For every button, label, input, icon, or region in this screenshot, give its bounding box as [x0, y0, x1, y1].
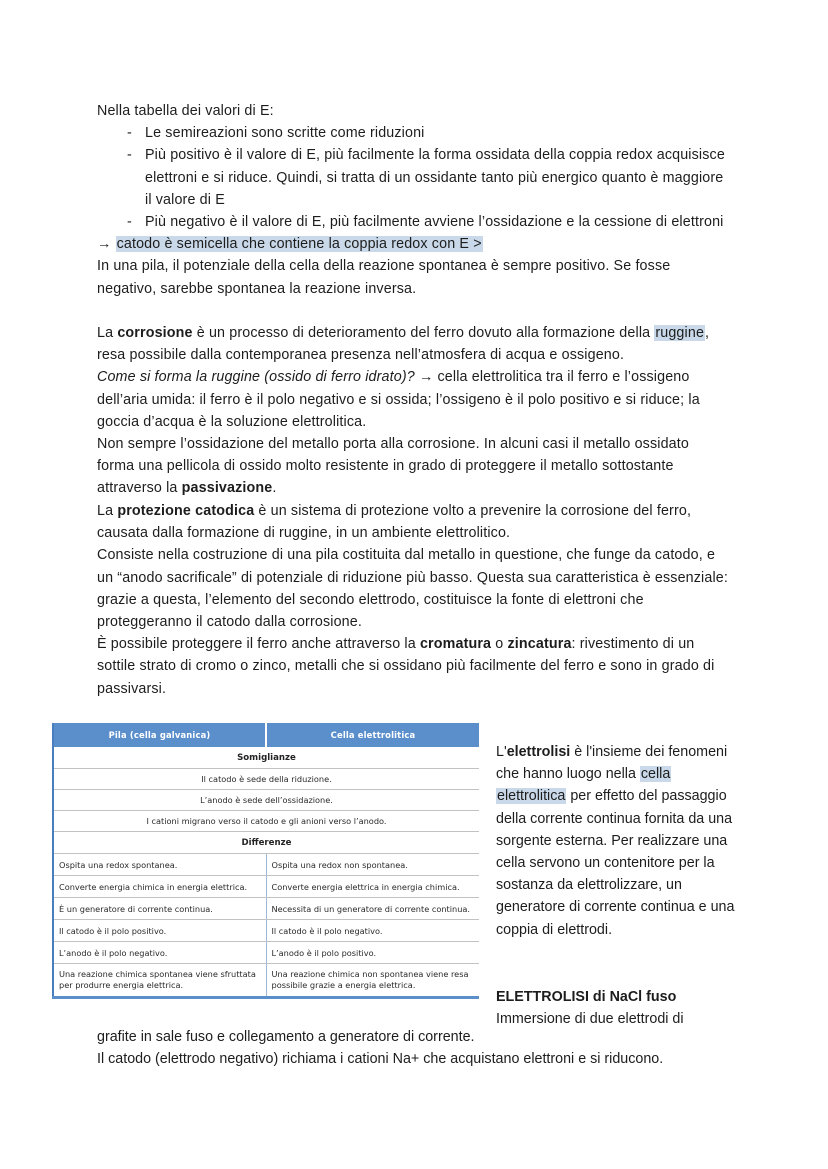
- difference-cell-pila: Una reazione chimica spontanea viene sfruttata per produrre energia elettrica.: [53, 964, 266, 998]
- ruggine-highlight: ruggine: [655, 325, 705, 341]
- cromatura-mid: o: [491, 636, 508, 653]
- nacl-body-text: [97, 1026, 730, 1070]
- difference-cell-pila: Converte energia chimica in energia elettrica.: [53, 876, 266, 898]
- highlighted-rule-text: catodo è semicella che contiene la coppia redox con E >: [116, 236, 482, 253]
- intro-heading: Nella tabella dei valori di E:: [97, 103, 274, 119]
- table-header-row: [53, 723, 479, 747]
- similarity-cell: Il catodo è sede della riduzione.: [53, 769, 479, 790]
- nacl-section-heading-block: [496, 986, 736, 1030]
- protezione-lead: La: [97, 503, 118, 519]
- difference-cell-cella: L’anodo è il polo positivo.: [266, 942, 479, 964]
- corrosione-definition: [97, 322, 730, 366]
- passivazione-term: passivazione: [181, 480, 273, 497]
- cromatura-paragraph: [97, 633, 730, 700]
- intro-section: [97, 100, 730, 300]
- cromatura-post: : rivestimento di un sottile strato di cromo o zinco, metalli che si ossidano più facilmente del ferro e sono in grado di passivarsi.: [97, 636, 715, 697]
- cromatura-term: cromatura: [419, 636, 492, 653]
- table-row: [53, 942, 479, 964]
- table-row: [53, 769, 479, 790]
- pila-vs-cella-table: [52, 723, 479, 999]
- nacl-first-line: Immersione di due elettrodi di: [496, 1011, 684, 1028]
- similarity-cell: L’anodo è sede dell’ossidazione.: [53, 790, 479, 811]
- elettrolisi-side-column: [496, 741, 736, 941]
- table-row: [53, 898, 479, 920]
- corrosione-section: [97, 322, 730, 500]
- ruggine-question: Come si forma la ruggine (ossido di ferro idrato)?: [97, 369, 415, 386]
- table-row: [53, 920, 479, 942]
- elettrolisi-term: elettrolisi: [506, 744, 571, 760]
- list-item: - Le semireazioni sono scritte come riduzioni: [97, 122, 730, 144]
- arrow-icon: →: [97, 236, 112, 253]
- elettrolisi-definition: [496, 741, 736, 941]
- elettrolisi-mid2: per effetto del passaggio della corrente continua fornita da una sorgente esterna. Per realizzare una cella servono un contenitore per la sostanza da elettrolizzare, un generatore di corrente continua e una coppia di elettrodi.: [496, 788, 735, 938]
- section-label: Somiglianze: [53, 747, 479, 769]
- similarity-cell: I cationi migrano verso il catodo e gli anioni verso l’anodo.: [53, 811, 479, 832]
- corrosione-term: corrosione: [117, 325, 193, 341]
- table-row: [53, 854, 479, 876]
- table-row: [53, 790, 479, 811]
- corrosione-line1: è un processo di deterioramento del ferro dovuto alla formazione della: [192, 325, 655, 341]
- list-item: - Più positivo è il valore di E, più facilmente la forma ossidata della coppia redox acquisisce elettroni e si riduce. Quindi, si tratta di un ossidante tanto più energico quanto è maggiore il valore di E: [97, 144, 730, 211]
- intro-bullet-list: [97, 122, 730, 233]
- section-header-somiglianze: [53, 747, 479, 769]
- difference-cell-pila: Ospita una redox spontanea.: [53, 854, 266, 876]
- difference-cell-cella: Il catodo è il polo negativo.: [266, 920, 479, 942]
- difference-cell-cella: Ospita una redox non spontanea.: [266, 854, 479, 876]
- table-body: [53, 747, 479, 998]
- column-header-cella: Cella elettrolitica: [266, 723, 479, 747]
- table-head: [53, 723, 479, 747]
- difference-cell-cella: Necessita di un generatore di corrente continua.: [266, 898, 479, 920]
- section-header-differenze: [53, 832, 479, 854]
- table-row: [53, 811, 479, 832]
- passivazione-paragraph: [97, 433, 730, 500]
- protezione-catodica-section: [97, 500, 730, 700]
- ruggine-question-answer: [97, 366, 730, 433]
- elettrolisi-lead: L': [496, 744, 507, 760]
- passivazione-text-pre: Non sempre l’ossidazione del metallo porta alla corrosione. In alcuni casi il metallo ossidato forma una pellicola di ossido molto resistente in grado di proteggere il metallo sottostante attraverso la: [97, 436, 689, 497]
- list-item: - Più negativo è il valore di E, più facilmente avviene l’ossidazione e la cessione di elettroni: [97, 211, 730, 233]
- protezione-term: protezione catodica: [117, 503, 255, 519]
- elettrolisi-mid1: è l'insieme dei fenomeni che hanno luogo nella: [496, 744, 728, 783]
- cromatura-pre: È possibile proteggere il ferro anche attraverso la: [97, 636, 420, 653]
- column-header-pila: Pila (cella galvanica): [53, 723, 266, 747]
- nacl-title: [496, 986, 736, 1008]
- zincatura-term: zincatura: [507, 636, 572, 653]
- section-label: Differenze: [53, 832, 479, 854]
- protezione-definition: [97, 500, 730, 544]
- table-row: [53, 876, 479, 898]
- cella-elettrolitica-highlight: cella elettrolitica: [497, 766, 671, 805]
- intro-closing-paragraph: In una pila, il potenziale della cella della reazione spontanea è sempre positivo. Se fosse negativo, sarebbe spontanea la reazione inversa.: [97, 258, 671, 297]
- comparison-table-container: [52, 723, 479, 999]
- protezione-line1: è un sistema di protezione volto a prevenire la corrosione del ferro, causata dalla formazione di ruggine, in un ambiente elettrolitico.: [97, 503, 692, 542]
- difference-cell-pila: L’anodo è il polo negativo.: [53, 942, 266, 964]
- table-row: [53, 964, 479, 998]
- difference-cell-pila: È un generatore di corrente continua.: [53, 898, 266, 920]
- difference-cell-cella: Converte energia elettrica in energia chimica.: [266, 876, 479, 898]
- nacl-line-last: Il catodo (elettrodo negativo) richiama i cationi Na+ che acquistano elettroni e si riducono.: [97, 1051, 664, 1068]
- corrosione-lead: La: [97, 325, 118, 341]
- protezione-paragraph-2: Consiste nella costruzione di una pila costituita dal metallo in questione, che funge da catodo, e un “anodo sacrificale” di potenziale di riduzione più basso. Questa sua caratteristica è essenziale: grazie a questa, l’elemento del secondo elettrodo, costituisce la fonte di elettroni che proteggeranno il catodo dalla corrosione.: [97, 547, 728, 631]
- nacl-line-continuation: grafite in sale fuso e collegamento a generatore di corrente.: [97, 1029, 475, 1045]
- corrosione-line2: , resa possibile dalla contemporanea presenza nell’atmosfera di acqua e ossigeno.: [97, 325, 710, 364]
- highlighted-rule-line: [97, 233, 730, 255]
- difference-cell-cella: Una reazione chimica non spontanea viene resa possibile grazie a energia elettrica.: [266, 964, 479, 998]
- nacl-title-text: ELETTROLISI di NaCl fuso: [496, 989, 677, 1005]
- passivazione-text-post: .: [272, 480, 277, 497]
- difference-cell-pila: Il catodo è il polo positivo.: [53, 920, 266, 942]
- ruggine-answer: cella elettrolitica tra il ferro e l’ossigeno dell’aria umida: il ferro è il polo negativo e si ossida; l’ossigeno è il polo positivo e si riduce; la goccia d’acqua è la soluzione elettrolitica.: [97, 369, 700, 430]
- arrow-icon: →: [414, 369, 438, 386]
